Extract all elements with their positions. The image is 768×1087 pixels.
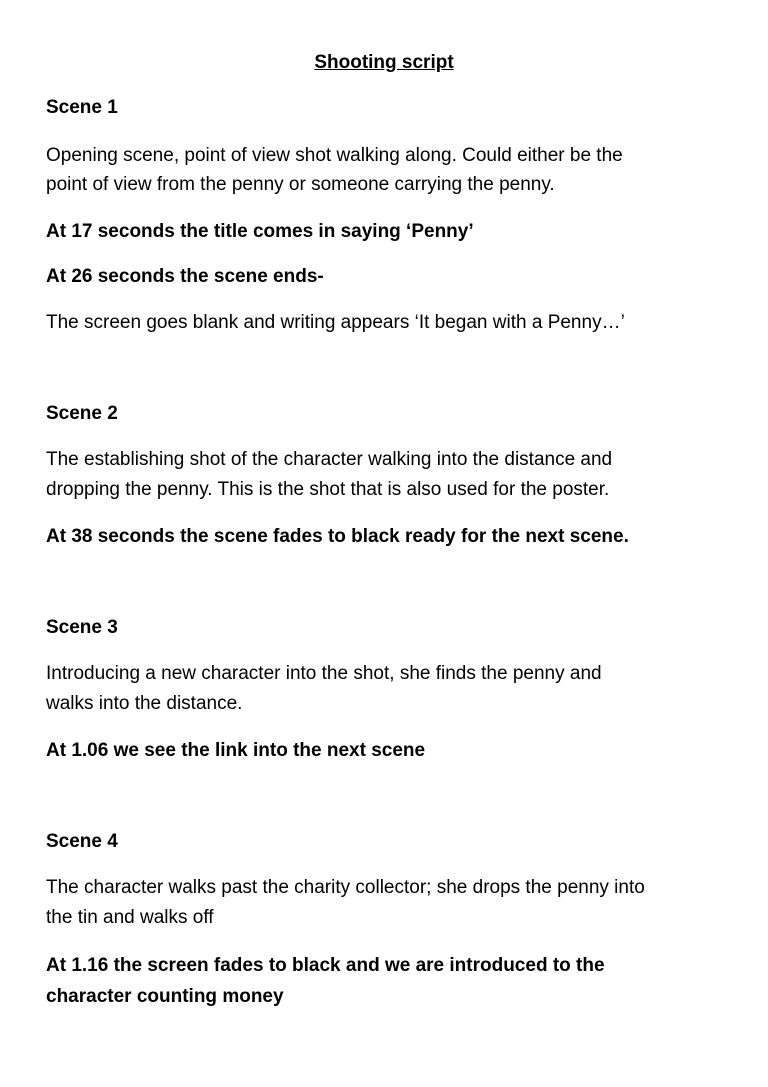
scene-3-description-line-1: Introducing a new character into the shot, she finds the penny and	[46, 663, 602, 684]
scene-2-description-line-1: The establishing shot of the character walking into the distance and	[46, 449, 613, 470]
scene-4-description-line-2: the tin and walks off	[46, 907, 214, 928]
scene-1-description-line-1: Opening scene, point of view shot walking along. Could either be the	[46, 145, 623, 166]
scene-4-timing-1: At 1.16 the screen fades to black and we are introduced to the	[46, 955, 605, 976]
scene-4-description-line-1: The character walks past the charity collector; she drops the penny into	[46, 877, 645, 898]
scene-1-heading: Scene 1	[46, 97, 118, 118]
scene-1-extra-line: The screen goes blank and writing appears ‘It began with a Penny…’	[46, 312, 625, 333]
scene-1-timing-1: At 17 seconds the title comes in saying ‘Penny’	[46, 221, 474, 242]
document-title: Shooting script	[314, 52, 454, 73]
scene-4-timing-2: character counting money	[46, 986, 284, 1007]
scene-4-heading: Scene 4	[46, 831, 118, 852]
scene-3-heading: Scene 3	[46, 617, 118, 638]
scene-2-description-line-2: dropping the penny. This is the shot that is also used for the poster.	[46, 479, 610, 500]
scene-2-timing-1: At 38 seconds the scene fades to black ready for the next scene.	[46, 526, 629, 547]
scene-1-timing-2: At 26 seconds the scene ends-	[46, 266, 324, 287]
scene-2-heading: Scene 2	[46, 403, 118, 424]
scene-3-description-line-2: walks into the distance.	[46, 693, 243, 714]
scene-3-timing-1: At 1.06 we see the link into the next scene	[46, 740, 426, 761]
scene-1-description-line-2: point of view from the penny or someone carrying the penny.	[46, 174, 555, 195]
